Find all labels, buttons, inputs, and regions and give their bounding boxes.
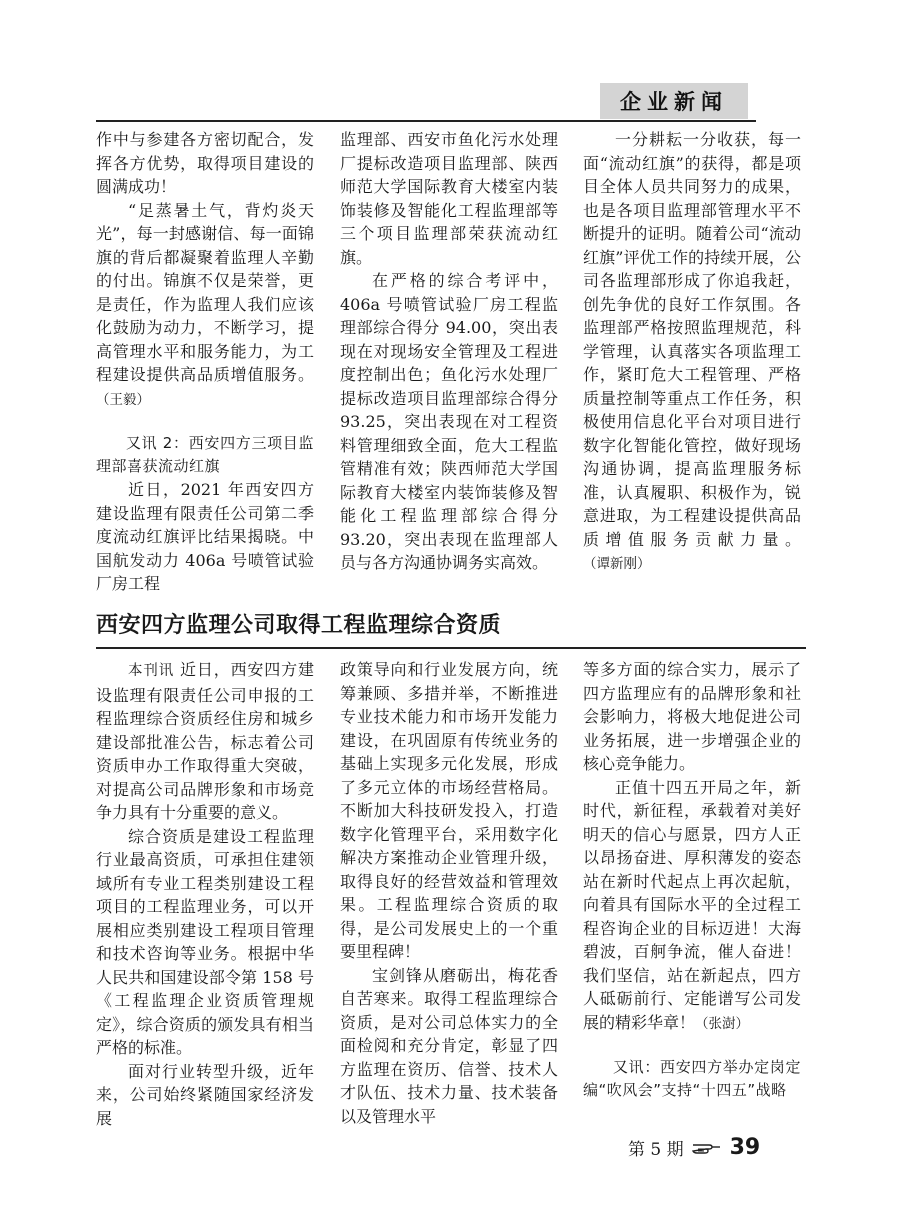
top-column-2 [340,128,558,575]
top-divider [96,120,756,122]
paragraph: 面对行业转型升级，近年来，公司始终紧随国家经济发展 [96,1061,314,1128]
paragraph: 近日，2021 年西安四方建设监理有限责任公司第二季度流动红旗评比结果揭晓。中国航发动力 406a 号喷管试验厂房工程 [96,480,314,593]
article-divider [96,647,806,649]
article-column-1 [96,658,314,1130]
paragraph: 监理部、西安市鱼化污水处理厂提标改造项目监理部、陕西师范大学国际教育大楼室内装饰装修及智能化工程监理部等三个项目监理部荣获流动红旗。 [340,130,558,267]
paragraph: 等多方面的综合实力，展示了四方监理应有的品牌形象和社会影响力，将极大地促进公司业务拓展，进一步增强企业的核心竞争能力。 [583,660,801,773]
author-credit: （张澍） [695,1015,750,1032]
paragraph: 政策导向和行业发展方向，统筹兼顾、多措并举，不断推进专业技术能力和市场开发能力建设，在巩固原有传统业务的基础上实现多元化发展，形成了多元立体的市场经营格局。不断加大科技研发投入，打造数字化管理平台，采用数字化解决方案推动企业管理升级，取得良好的经营效益和管理效果。工程监理综合资质的取得，是公司发展史上的一个重要里程碑！ [340,660,558,961]
paragraph: 宝剑锋从磨砺出，梅花香自苦寒来。取得工程监理综合资质，是对公司总体实力的全面检阅和充分肯定，彰显了四方监理在资历、信誉、技术人才队伍、技术力量、技术装备以及管理水平 [340,965,558,1126]
news-caption: 又讯 2：西安四方三项目监理部喜获流动红旗 [96,434,314,475]
article-column-2 [340,658,558,1128]
paragraph: 正值十四五开局之年，新时代，新征程，承载着对美好明天的信心与愿景，四方人正以昂扬奋进、厚积薄发的姿态站在新时代起点上再次起航，向着具有国际水平的全过程工程咨询企业的目标迈进！大海碧波，百舸争流，催人奋进！我们坚信，站在新起点，四方人砥砺前行、定能谱写公司发展的精彩华章！（张澍） [583,777,801,1032]
paragraph: 本刊讯 近日，西安四方建设监理有限责任公司申报的工程监理综合资质经住房和城乡建设部批准公告，标志着公司资质申办工作取得重大突破，对提高公司品牌形象和市场竞争力具有十分重要的意义。 [96,660,314,822]
top-column-1 [96,128,314,596]
paragraph: 一分耕耘一分收获，每一面“流动红旗”的获得，都是项目全体人员共同努力的成果，也是各项目监理部管理水平不断提升的证明。随着公司“流动红旗”评优工作的持续开展，公司各监理部形成了你追我赶，创先争优的良好工作氛围。各监理部严格按照监理规范，科学管理，认真落实各项监理工作，紧盯危大工程管理、严格质量控制等重点工作任务，积极使用信息化平台对项目进行数字化智能化管控，做好现场沟通协调，提高监理服务标准，认真履职、积极作为，锐意进取，为工程建设提供高品质增值服务贡献力量。（谭新刚） [583,130,801,572]
paragraph: 综合资质是建设工程监理行业最高资质，可承担住建领域所有专业工程类别建设工程项目的工程监理业务，可以开展相应类别建设工程项目管理和技术咨询等业务。根据中华人民共和国建设部令第 158 号《工程监理企业资质管理规定》，综合资质的颁发具有相当严格的标准。 [96,826,314,1057]
article-title: 西安四方监理公司取得工程监理综合资质 [96,613,502,638]
page-number: 39 [729,1134,761,1160]
top-column-3 [583,128,801,577]
author-credit: （王毅） [96,391,150,408]
news-caption: 又讯：西安四方举办定岗定编“吹风会”支持“十四五”战略 [583,1058,801,1099]
section-tag: 企业新闻 [600,83,748,119]
lead-tag: 本刊讯 [128,663,175,679]
paragraph: 作中与参建各方密切配合，发挥各方优势，取得项目建设的圆满成功！ [96,130,314,196]
issue-number: 第 5 期 [628,1139,684,1160]
paragraph: “足蒸暑土气，背灼炎天光”，每一封感谢信、每一面锦旗的背后都凝聚着监理人辛勤的付出。锦旗不仅是荣誉，更是责任，作为监理人我们应该化鼓励为动力，不断学习，提高管理水平和服务能力，为工程建设提供高品质增值服务。（王毅） [96,200,314,408]
paragraph: 在严格的综合考评中，406a 号喷管试验厂房工程监理部综合得分 94.00，突出表现在对现场安全管理及工程进度控制出色；鱼化污水处理厂提标改造项目监理部综合得分 93.25，突出表现在对工程资料管理细致全面，危大工程监管精准有效；陕西师范大学国际教育大楼室内装饰装修及智能化工程监理部综合得分 93.20，突出表现在监理部人员与各方沟通协调务实高效。 [340,271,558,572]
author-credit: （谭新刚） [583,556,651,572]
page-footer [628,1132,808,1162]
article-column-3 [583,658,801,1102]
pointing-hand-icon [692,1140,722,1154]
